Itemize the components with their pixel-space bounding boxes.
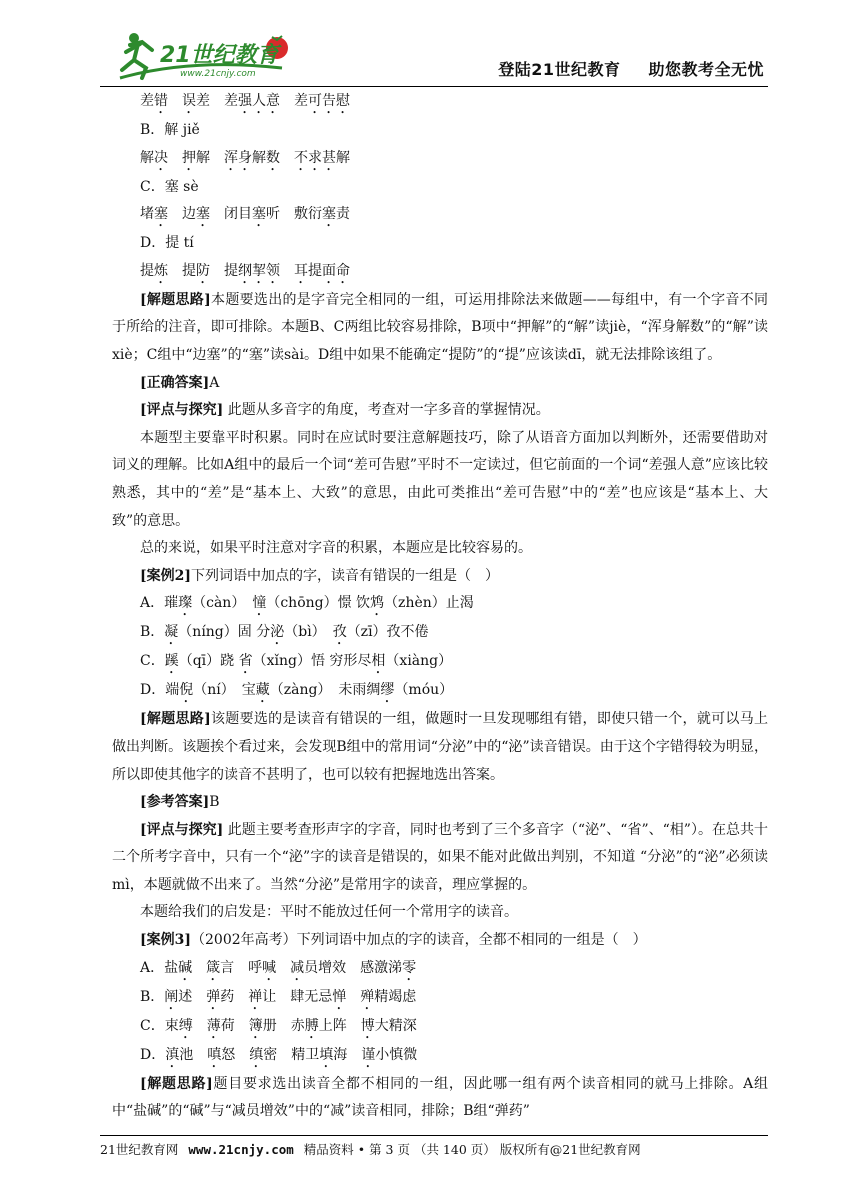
analysis-paragraph-1: [解题思路]本题要选出的是字音完全相同的一组，可运用排除法来做题——每组中，有一个字音不同于所给的注音，即可排除。本题B、C两组比较容易排除，B项中“押解”的“解”读jiè，“浑身解数”的“解”读xiè；C组中“边塞”的“塞”读sài。D组中如果不能确定“提防”的“提”应该读dī，就无法排除该组了。 bbox=[112, 291, 768, 363]
dotted-char: 憧 bbox=[252, 595, 267, 612]
dotted-char: 惮 bbox=[332, 988, 347, 1005]
text-segment: 提 bbox=[140, 262, 154, 279]
text-segment: （xiàng） bbox=[385, 653, 453, 670]
case-2-option-b bbox=[100, 619, 768, 648]
dotted-char: 减 bbox=[290, 959, 305, 976]
page-header bbox=[100, 20, 768, 87]
dotted-char: 殚 bbox=[360, 988, 375, 1005]
option-b-head: B．解 jiě bbox=[140, 122, 200, 138]
dotted-char: 喊 bbox=[262, 959, 277, 976]
dotted-char: 孜 bbox=[332, 624, 347, 641]
slogan-left: 登陆21世纪教育 bbox=[498, 60, 621, 79]
dotted-char: 强人意 bbox=[238, 93, 294, 109]
dotted-char: 箴 bbox=[206, 959, 221, 976]
text-segment: （níng）固 分 bbox=[178, 624, 271, 641]
dotted-char: 填 bbox=[319, 1046, 334, 1063]
text-segment: （móu） bbox=[394, 682, 454, 699]
case-3-option-b bbox=[100, 984, 768, 1013]
option-a-words bbox=[100, 88, 768, 117]
text-segment: 边 bbox=[168, 206, 196, 223]
dotted-char: 塞 bbox=[196, 206, 210, 223]
dotted-char: 零 bbox=[402, 959, 417, 976]
text-segment: 解 bbox=[140, 149, 154, 166]
text-segment: 提 bbox=[224, 262, 238, 279]
dotted-char: 簿 bbox=[248, 1017, 263, 1034]
dotted-char: 数 不求甚 bbox=[266, 149, 336, 166]
svg-text:21世纪教育: 21世纪教育 bbox=[160, 43, 279, 68]
dotted-char: 膊 bbox=[304, 1017, 319, 1034]
text-segment: 堵 bbox=[140, 206, 154, 223]
option-b-words bbox=[100, 145, 768, 174]
text-segment: C．束 bbox=[140, 1017, 179, 1034]
dotted-char: 凝 bbox=[164, 624, 179, 641]
dotted-char: 弹 bbox=[206, 988, 221, 1005]
text-segment: 让 肆无忌 bbox=[262, 988, 333, 1005]
text-segment: C． bbox=[140, 653, 165, 670]
dotted-char: 博 bbox=[360, 1017, 375, 1034]
text-segment: 提 bbox=[308, 262, 322, 279]
dotted-char: 泌 bbox=[270, 624, 285, 641]
analysis-paragraph-3: [解题思路]题目要求选出读音全都不相同的一组，因此哪一组有两个读音相同的就马上排除。A组中“盐碱”的“碱”与“减员增效”中的“减”读音相同，排除；B组“弹药” bbox=[112, 1075, 768, 1120]
dotted-char: 错 误 bbox=[154, 93, 196, 109]
dotted-char: 璨 bbox=[178, 595, 193, 612]
text-segment: 药 bbox=[220, 988, 249, 1005]
text-segment: （zhèn）止渴 bbox=[384, 595, 474, 612]
text-segment: B． bbox=[140, 988, 165, 1005]
svg-text:www.21cnjy.com: www.21cnjy.com bbox=[180, 69, 256, 79]
text-segment: 差 bbox=[294, 93, 308, 109]
text-segment: （chōng）憬 饮 bbox=[266, 595, 371, 612]
dotted-char: 薄 bbox=[206, 1017, 221, 1034]
text-segment: （zī）孜不倦 bbox=[346, 624, 429, 641]
dotted-char: 谨 bbox=[361, 1046, 376, 1063]
logo-21cnjy[interactable] bbox=[112, 28, 312, 82]
text-segment: 差 bbox=[140, 93, 154, 109]
case-3-option-c bbox=[100, 1013, 768, 1042]
option-c-head: C．塞 sè bbox=[140, 178, 199, 195]
text-segment: 精竭虑 bbox=[374, 988, 417, 1005]
text-segment: 责 bbox=[336, 206, 350, 223]
text-segment: 述 bbox=[178, 988, 207, 1005]
dotted-char: 缚 bbox=[178, 1017, 193, 1034]
dotted-char: 缜 bbox=[249, 1046, 264, 1063]
text-segment: 大精深 bbox=[374, 1017, 417, 1034]
text-segment: （qī）跷 bbox=[178, 653, 239, 670]
dotted-char: 碱 bbox=[178, 959, 193, 976]
text-segment: 海 bbox=[333, 1046, 362, 1063]
text-segment: 解 bbox=[196, 149, 210, 166]
case-3-option-a bbox=[100, 955, 768, 984]
text-segment bbox=[193, 1018, 207, 1034]
case-2-option-a bbox=[100, 590, 768, 619]
option-d-head: D．提 tí bbox=[140, 235, 194, 252]
dotted-char: 缪 bbox=[380, 682, 395, 699]
text-segment: 提 bbox=[182, 262, 196, 279]
text-segment: 荷 bbox=[220, 1017, 249, 1034]
dotted-char: 塞 bbox=[322, 206, 336, 223]
text-segment: 员增效 感激涕 bbox=[304, 959, 403, 976]
comment-1-body: 本题型主要靠平时积累。同时在应试时要注意解题技巧，除了从语音方面加以判断外，还需要借助对词义的理解。比如A组中的最后一个词“差可告慰”平时不一定读过，但它前面的一个词“差强人意”应该比较熟悉，其中的“差”是“基本上、大致”的意思，由此可类推出“差可告慰”中的“差”也应该是“基本上、大致”的意思。 bbox=[112, 429, 768, 529]
dotted-char: 倪 bbox=[179, 682, 194, 699]
comment-1: [评点与探究] 此题从多音字的角度，考查对一字多音的掌握情况。 bbox=[140, 402, 550, 419]
dotted-char: 可告慰 bbox=[308, 93, 350, 109]
text-segment: （bì） bbox=[284, 624, 333, 641]
text-segment bbox=[346, 989, 360, 1005]
dotted-char: 防 bbox=[196, 262, 224, 279]
text-segment: 差 bbox=[224, 93, 238, 109]
footer-info: 精品资料 • 第 3 页 （共 140 页） 版权所有@21世纪教育网 bbox=[303, 1142, 641, 1157]
dotted-char: 嗔 bbox=[207, 1046, 222, 1063]
dotted-char: 决 押 bbox=[154, 149, 196, 166]
page-footer bbox=[100, 1135, 768, 1158]
answer-1: [正确答案]A bbox=[140, 374, 220, 391]
comment-1-summary: 总的来说，如果平时注意对字音的积累，本题应是比较容易的。 bbox=[140, 540, 532, 557]
dotted-char: 纲挈领 耳 bbox=[238, 262, 308, 279]
comment-2: [评点与探究] 此题主要考查形声字的字音，同时也考到了三个多音字（“泌”、“省”、“相”）。在总共十二个所考字音中，只有一个“泌”字的读音是错误的，如果不能对此做出判别，不知道 “分泌”的“泌”必须读mì，本题就做不出来了。当然“分泌”是常用字的读音，理应掌握的。 bbox=[112, 821, 768, 893]
header-slogan bbox=[470, 57, 764, 80]
dotted-char: 塞 bbox=[154, 206, 168, 223]
dotted-char: 藏 bbox=[255, 682, 270, 699]
dotted-char: 浑身 bbox=[210, 149, 252, 166]
text-segment: （xǐng）悟 穷形尽 bbox=[252, 653, 372, 670]
text-segment: B． bbox=[140, 624, 165, 641]
text-segment: （zàng） 未雨绸 bbox=[269, 682, 381, 699]
footer-site: 21世纪教育网 bbox=[100, 1142, 179, 1157]
text-segment: 解 bbox=[252, 149, 266, 166]
answer-2: [参考答案]B bbox=[140, 794, 220, 811]
comment-2-summary: 本题给我们的启发是：平时不能放过任何一个常用字的读音。 bbox=[140, 904, 518, 921]
dotted-char: 蹊 bbox=[164, 653, 179, 670]
dotted-char: 相 bbox=[371, 653, 386, 670]
text-segment: D． bbox=[140, 1046, 166, 1063]
text-segment: 怒 bbox=[221, 1046, 250, 1063]
text-segment: 差 bbox=[196, 93, 210, 109]
dotted-char: 阐 bbox=[164, 988, 179, 1005]
option-c-words bbox=[100, 201, 768, 230]
text-segment: 密 精卫 bbox=[263, 1046, 320, 1063]
case-3-option-d bbox=[100, 1042, 768, 1071]
case-3-question: [案例3]（2002年高考）下列词语中加点的字的读音，全都不相同的一组是（ ） bbox=[140, 932, 647, 949]
case-2-option-c bbox=[100, 648, 768, 677]
document-body bbox=[100, 88, 768, 1126]
text-segment: 册 赤 bbox=[262, 1017, 305, 1034]
case-2-option-d bbox=[100, 677, 768, 706]
text-segment: A．璀 bbox=[140, 595, 179, 612]
dotted-char: 塞 bbox=[252, 206, 266, 223]
text-segment: 闭目 bbox=[210, 206, 252, 223]
text-segment: 小慎微 bbox=[375, 1046, 418, 1063]
text-segment: 听 敷衍 bbox=[266, 206, 322, 223]
text-segment: D．端 bbox=[140, 682, 180, 699]
dotted-char: 滇 bbox=[165, 1046, 180, 1063]
text-segment: 上阵 bbox=[318, 1017, 361, 1034]
text-segment: 解 bbox=[336, 149, 350, 166]
dotted-char: 炼 bbox=[154, 262, 182, 279]
dotted-char: 面命 bbox=[322, 262, 350, 279]
text-segment bbox=[276, 960, 290, 976]
dotted-char: 省 bbox=[238, 653, 253, 670]
dotted-char bbox=[210, 93, 224, 109]
text-segment: 池 bbox=[179, 1046, 208, 1063]
text-segment: 言 呼 bbox=[220, 959, 263, 976]
analysis-paragraph-2: [解题思路]该题要选的是读音有错误的一组，做题时一旦发现哪组有错，即使只错一个，就可以马上做出判断。该题挨个看过来，会发现B组中的常用词“分泌”中的“泌”读音错误。由于这个字错得较为明显，所以即使其他字的读音不甚明了，也可以较有把握地选出答案。 bbox=[112, 711, 769, 783]
footer-url[interactable]: www.21cnjy.com bbox=[188, 1142, 294, 1157]
text-segment bbox=[192, 960, 206, 976]
case-2-question: [案例2]下列词语中加点的字，读音有错误的一组是（ ） bbox=[140, 567, 499, 584]
text-segment: A．盐 bbox=[140, 959, 179, 976]
dotted-char: 鸩 bbox=[370, 595, 385, 612]
slogan-right: 助您教考全无忧 bbox=[648, 60, 764, 79]
option-d-words bbox=[100, 258, 768, 287]
text-segment: （càn） bbox=[192, 595, 253, 612]
dotted-char: 禅 bbox=[248, 988, 263, 1005]
text-segment: （ní） 宝 bbox=[193, 682, 256, 699]
